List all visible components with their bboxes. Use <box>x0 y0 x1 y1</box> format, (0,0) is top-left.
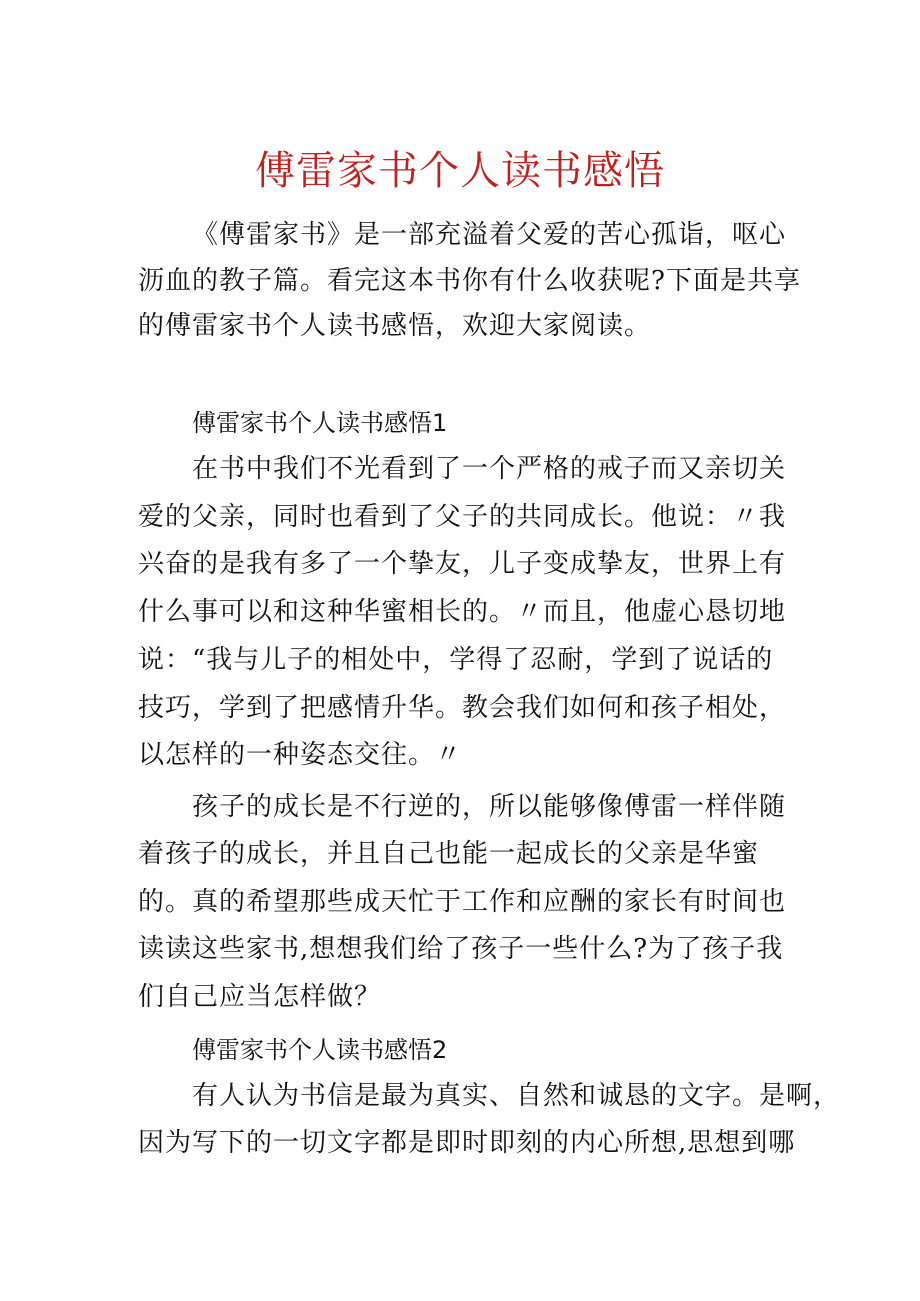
section1-para2-line-3: 的。真的希望那些成天忙于工作和应酬的家长有时间也 <box>138 887 787 917</box>
section1-para2-line-1: 孩子的成长是不行逆的，所以能够像傅雷一样伴随 <box>192 792 787 822</box>
section2-para1-line-1: 有人认为书信是最为真实、自然和诚恳的文字。是啊， <box>192 1081 841 1111</box>
section1-para1-line-7: 以怎样的一种姿态交往。〃 <box>138 740 463 770</box>
section1-para1-line-5: 说：“我与儿子的相处中，学得了忍耐，学到了说话的 <box>138 645 774 675</box>
section1-para2-line-5: 们自己应当怎样做？ <box>138 982 382 1012</box>
section1-para1-line-4: 什么事可以和这种华蜜相长的。〃而且，他虚心恳切地 <box>138 597 787 627</box>
section-heading-1: 傅雷家书个人读书感悟1 <box>192 409 448 437</box>
section1-para2-line-4: 读读这些家书,想想我们给了孩子一些什么?为了孩子我 <box>138 934 784 964</box>
section-heading-2: 傅雷家书个人读书感悟2 <box>192 1036 448 1064</box>
intro-line-1: 《傅雷家书》是一部充溢着父爱的苦心孤诣，呕心 <box>192 220 787 250</box>
intro-line-2: 沥血的教子篇。看完这本书你有什么收获呢?下面是共享 <box>138 266 801 296</box>
section1-para1-line-1: 在书中我们不光看到了一个严格的戒子而又亲切关 <box>192 454 787 484</box>
section1-para1-line-2: 爱的父亲，同时也看到了父子的共同成长。他说：〃我 <box>138 502 787 532</box>
section1-para1-line-3: 兴奋的是我有多了一个挚友，儿子变成挚友，世界上有 <box>138 549 787 579</box>
section2-para1-line-2: 因为写下的一切文字都是即时即刻的内心所想,思想到哪 <box>138 1128 796 1158</box>
document-title: 傅雷家书个人读书感悟 <box>255 148 665 194</box>
section1-para2-line-2: 着孩子的成长，并且自己也能一起成长的父亲是华蜜 <box>138 839 760 869</box>
section1-para1-line-6: 技巧，学到了把感情升华。教会我们如何和孩子相处， <box>138 693 787 723</box>
intro-line-3: 的傅雷家书个人读书感悟，欢迎大家阅读。 <box>138 311 652 341</box>
